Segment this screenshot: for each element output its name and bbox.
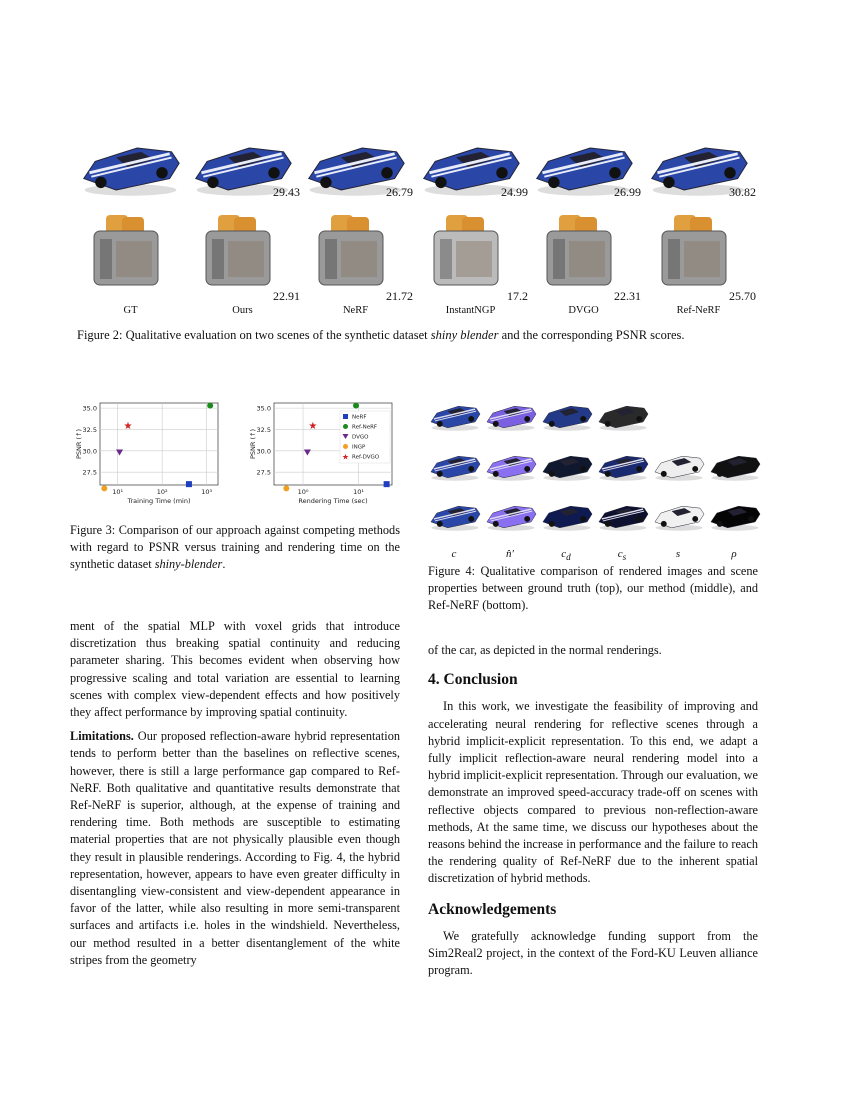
scene-property-render [708,445,762,494]
car-image [596,445,650,489]
caption-italic: shiny-blender [154,557,223,572]
toaster-image [426,210,506,292]
y-tick-label: 30.0 [82,447,97,456]
rendering-time-chart [246,395,406,515]
legend-marker [343,414,348,419]
x-tick-label: 10¹ [353,488,365,496]
car-image [708,495,762,539]
psnr-score: 30.82 [729,185,756,199]
figure-4-caption: Figure 4: Qualitative comparison of rendered images and scene properties between ground truth (top), our method (middle), and Ref-NeRF (bottom). [428,564,758,613]
limitations-heading: Limitations. [70,729,134,744]
method-label: Ours [232,305,253,316]
scene-property-render [596,445,650,494]
y-tick-label: 27.5 [82,468,97,477]
scene-property-render [708,495,762,544]
data-point-ref-dvgo: ★ [308,421,318,433]
x-axis-label: Training Time (min) [127,497,191,505]
toaster-image [539,210,619,292]
legend-marker [343,424,348,429]
y-tick-label: 32.5 [82,425,97,434]
car-image [540,445,594,489]
scene-property-render [484,395,538,444]
x-tick-label: 10⁰ [297,488,309,496]
caption-text: . [222,557,226,572]
psnr-score: 22.91 [273,289,300,303]
car-image [596,395,650,439]
caption-text: and the corresponding PSNR scores. [498,328,685,342]
acknowledgements-heading: Acknowledgements [428,900,557,918]
property-label: s [675,548,681,560]
chart-legend [340,411,390,463]
car-image [78,134,183,204]
toaster-image [311,210,391,292]
paragraph: We gratefully acknowledge funding support from the Sim2Real2 project, in the context of the Ford-KU Leuven alliance program. [428,928,758,978]
psnr-score: 25.70 [729,289,756,303]
scene-property-render [652,445,706,494]
data-point-ref-nerf [207,403,213,409]
property-label: n̂′ [506,548,514,560]
method-label: DVGO [568,305,599,316]
car-image [428,395,482,439]
paragraph: In this work, we investigate the feasibility of improving and accelerating neural rendering for reflective scenes through a hybrid implicit-explicit representation. To this end, we adapt a fully implicit reflection-aware neural rendering model into a hybrid implicit-explicit representation. Through our evaluation, we demonstrate an improved speed-accuracy trade-off on scenes with reflective objects compared to previous non-reflection-aware methods, At the same time, we discuss our hypotheses about the reasons behind the increase in performance and the failure to reach the rendering quality of Ref-NeRF due to the inherent spatial discretization of hybrid methods. [428,699,758,886]
psnr-score: 24.99 [501,185,528,199]
data-point-dvgo [304,450,311,456]
toaster-render [311,210,391,297]
conclusion-heading: 4. Conclusion [428,671,518,689]
x-axis-label: Rendering Time (sec) [298,497,368,505]
data-point-nerf [384,481,390,487]
scene-property-render [484,495,538,544]
y-tick-label: 35.0 [256,404,271,413]
paragraph: ment of the spatial MLP with voxel grids that introduce discretization thus breaking spatial continuity and reducing parameter sharing. This becomes evident when observing how progressive scaling and total variation are essential to learning scenes with complex view-dependent effects and how positively they affect performance by improving spatial continuity. [70,619,400,720]
legend-label: Ref-NeRF [352,424,378,431]
property-label: $c_d$ [561,548,571,563]
caption-text: Figure 3: Comparison of our approach against competing methods with regard to PSNR versus training and rendering time on the synthetic dataset [70,523,400,572]
scene-property-render [540,395,594,444]
figure-3-caption [70,522,400,574]
car-image [484,445,538,489]
car-image [708,445,762,489]
toaster-render [86,210,166,297]
y-tick-label: 30.0 [256,447,271,456]
figure-2-caption [77,327,777,344]
method-label: NeRF [342,305,369,316]
property-label: $c_s$ [617,548,627,563]
psnr-score: 26.79 [386,185,413,199]
data-point-ingp [283,485,289,491]
scene-property-render [596,495,650,544]
toaster-render [198,210,278,297]
data-point-ref-nerf [353,403,359,409]
training-time-chart [72,395,232,515]
toaster-render [539,210,619,297]
scene-property-render [540,495,594,544]
y-tick-label: 32.5 [256,425,271,434]
toaster-image [654,210,734,292]
caption-text: Figure 2: Qualitative evaluation on two scenes of the synthetic dataset [77,328,431,342]
car-image [652,495,706,539]
scene-property-render [428,395,482,444]
method-label: Ref-NeRF [676,305,721,316]
toaster-image [198,210,278,292]
scene-property-render [652,495,706,544]
caption-italic: shiny blender [430,328,499,342]
legend-label: DVGO [352,434,369,441]
method-label: GT [123,305,138,316]
paragraph: of the car, as depicted in the normal renderings. [428,643,662,657]
y-axis-label: PSNR (↑) [75,428,83,460]
data-point-ref-dvgo: ★ [123,421,133,433]
psnr-score: 22.31 [614,289,641,303]
psnr-score: 29.43 [273,185,300,199]
legend-label: NeRF [352,414,367,421]
y-tick-label: 35.0 [82,404,97,413]
data-point-nerf [186,481,192,487]
car-image [484,495,538,539]
property-label: ρ [731,548,737,560]
car-image [596,495,650,539]
car-image [652,445,706,489]
method-label: InstantNGP [445,305,496,316]
right-column [428,642,758,979]
car-image [540,495,594,539]
legend-marker: ★ [341,452,350,462]
x-tick-label: 10¹ [112,488,124,496]
left-column [70,618,400,969]
x-tick-label: 10³ [201,488,213,496]
psnr-score: 17.2 [507,289,528,303]
y-tick-label: 27.5 [256,468,271,477]
legend-label: Ref-DVGO [352,454,380,461]
toaster-image [86,210,166,292]
legend-label: INGP [352,444,366,451]
scene-property-render [596,395,650,444]
toaster-render [426,210,506,297]
car-image [428,495,482,539]
property-label: c [451,548,457,560]
y-axis-label: PSNR (↑) [249,428,257,460]
limitations-paragraph [70,728,400,969]
scene-property-render [484,445,538,494]
car-image [540,395,594,439]
psnr-score: 26.99 [614,185,641,199]
data-point-ingp [101,485,107,491]
paragraph: Our proposed reflection-aware hybrid representation tends to perform better than the baselines on reflective scenes, however, there is still a large performance gap compared to Ref-NeRF. Both qualitative and quantitative results demonstrate that Ref-NeRF is superior, although, at the expense of training and rendering time. Both methods are susceptible to estimating material properties that are not physically plausible even though they result in plausible renderings. According to Fig. 4, the hybrid representation, however, appears to have even greater difficulty in disentangling view-consistent and view-dependent appearance in favor of the latter, while also resulting in more semi-transparent surfaces and artifacts i.e. holes in the windshield. Nevertheless, our method resulted in a better disentanglement of the white stripes from the geometry [70,729,400,967]
x-tick-label: 10² [156,488,168,496]
scene-property-render [540,445,594,494]
toaster-render [654,210,734,297]
scene-property-render [428,495,482,544]
data-point-dvgo [116,450,123,456]
car-image [484,395,538,439]
legend-marker [343,444,348,449]
car-render [78,134,183,209]
psnr-score: 21.72 [386,289,413,303]
car-image [428,445,482,489]
scene-property-render [428,445,482,494]
